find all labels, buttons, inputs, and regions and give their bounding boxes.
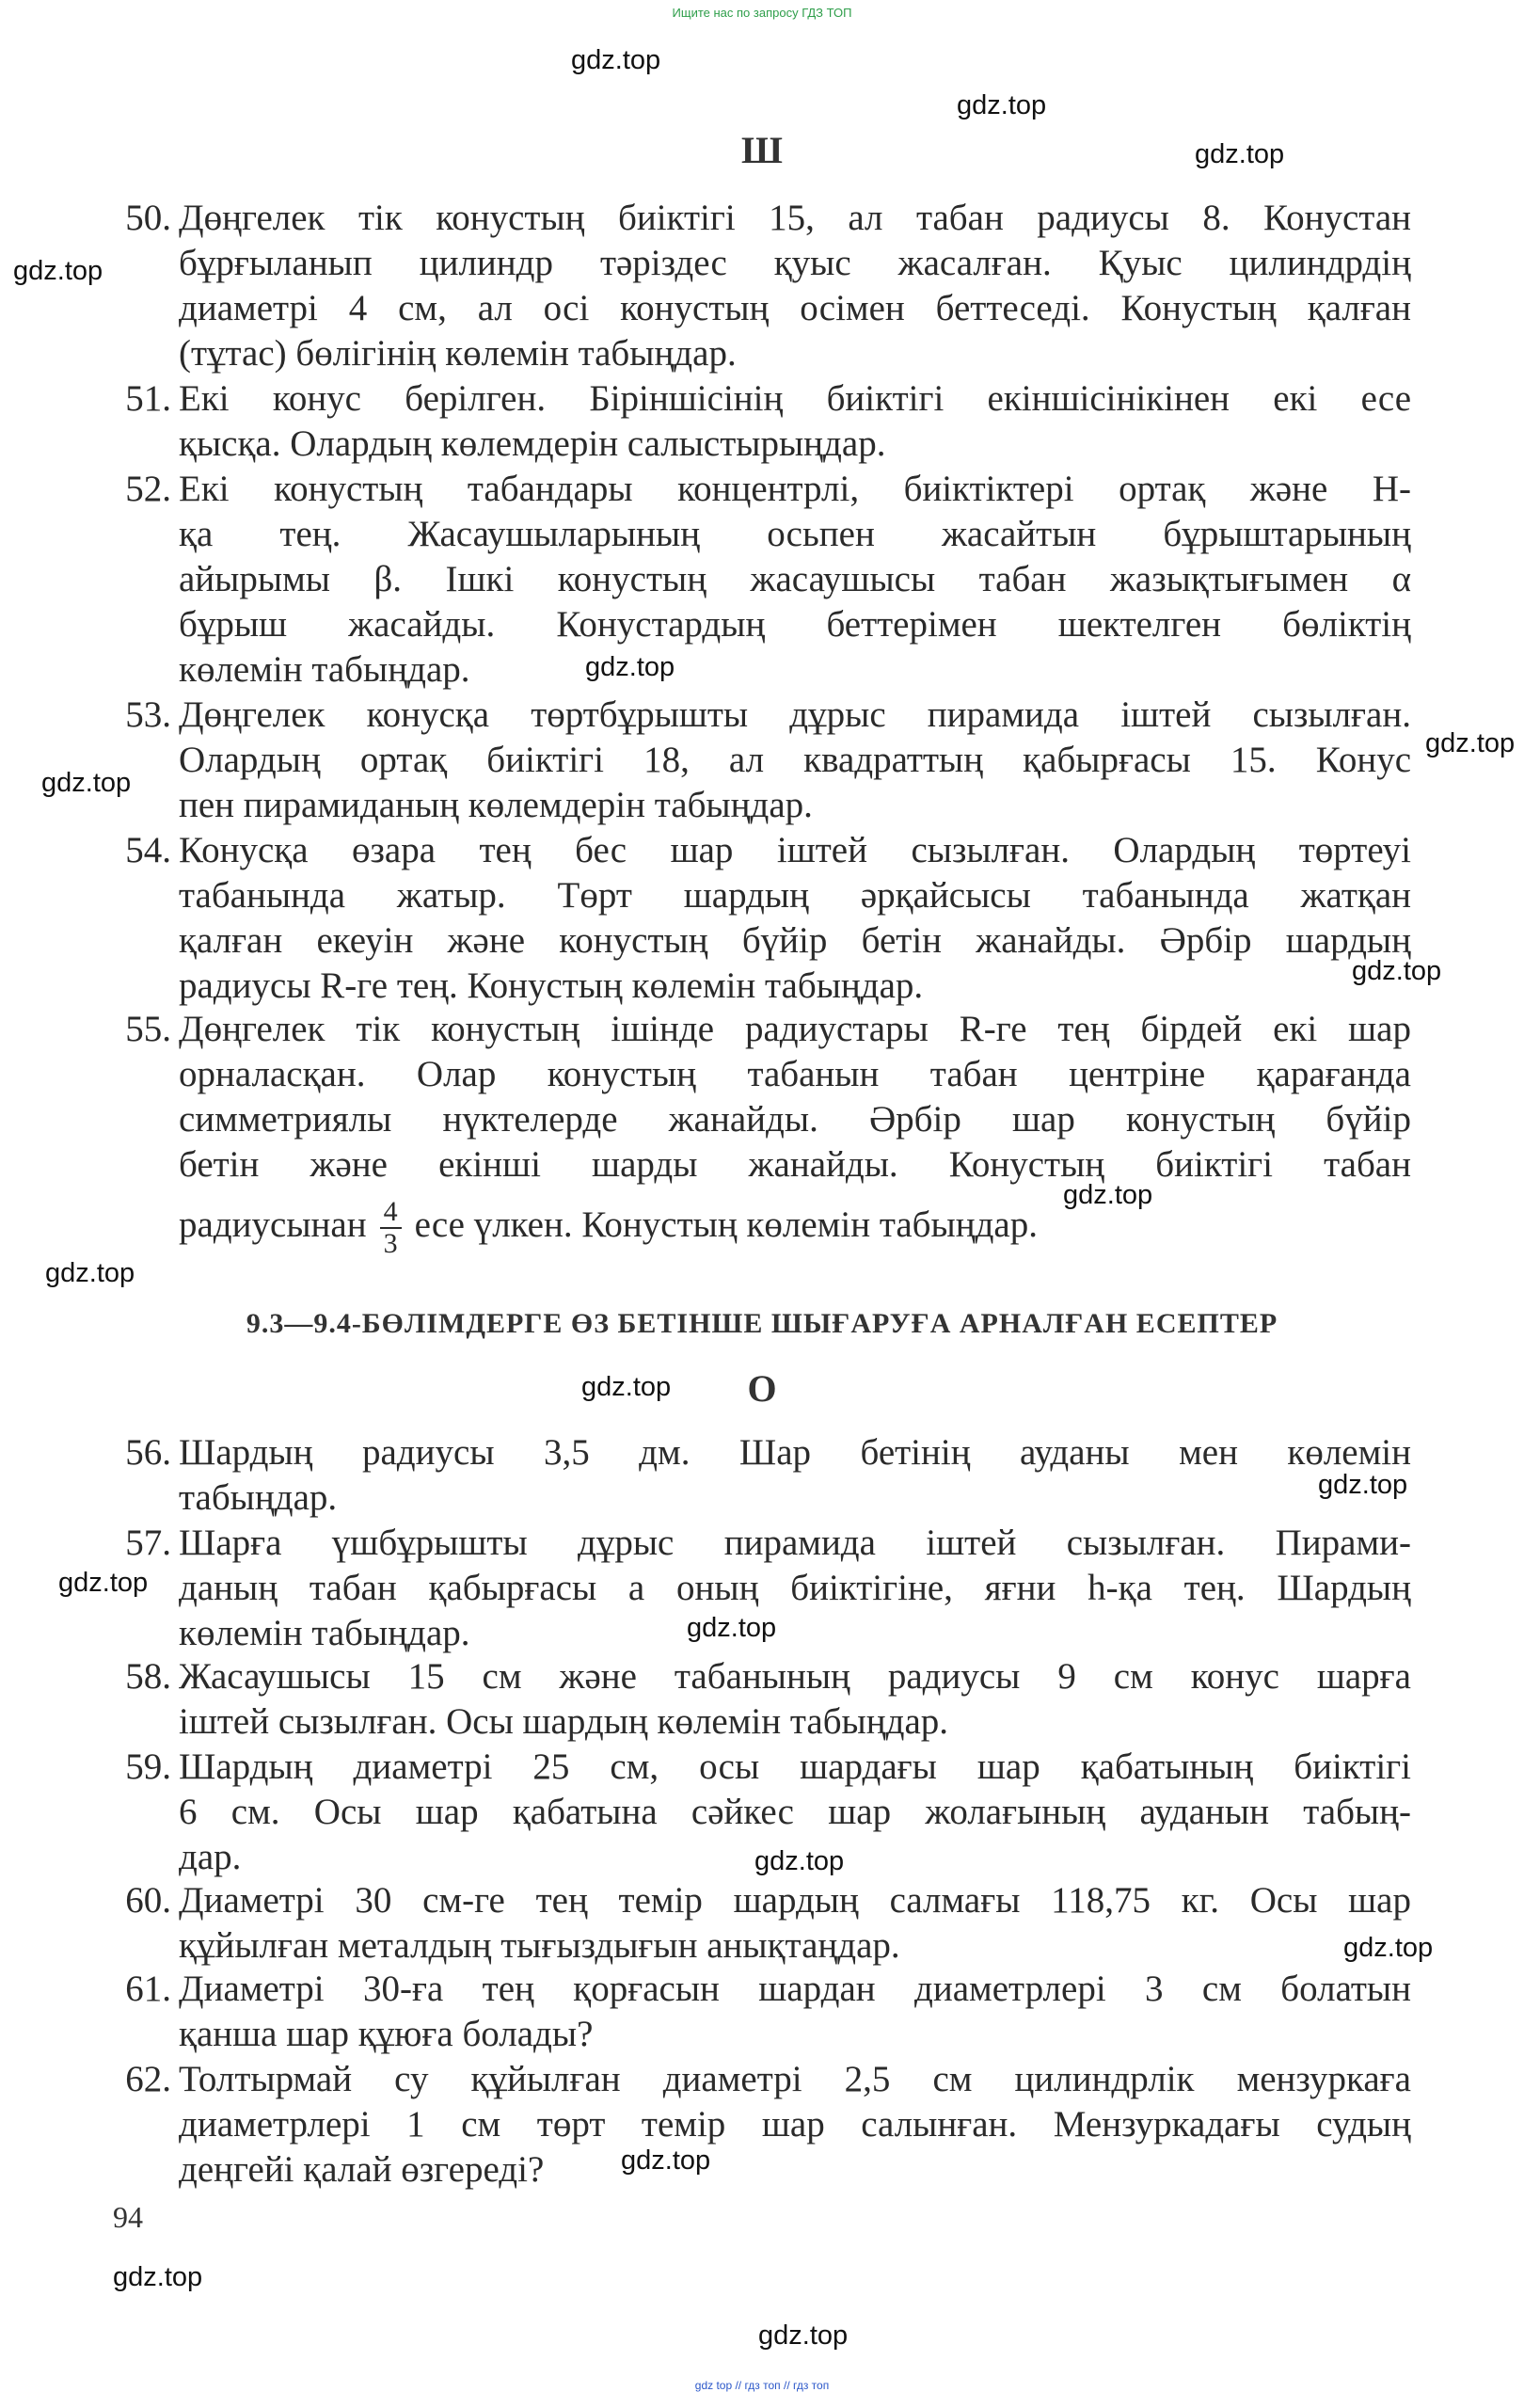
problem-line: Шардың радиусы 3,5 дм. Шар бетінің ауданы мен көлемін (179, 1432, 1411, 1473)
problem-line: Екі конус берілген. Біріншісінің биіктігі екіншісінікінен екі есе (179, 378, 1411, 419)
problem-line: орналасқан. Олар конустың табанын табан центріне қарағанда (179, 1054, 1411, 1094)
problem-55 (103, 1007, 1411, 1259)
problem-text: есе үлкен. Конустың көлемін табыңдар. (414, 1204, 1038, 1245)
problem-51 (103, 376, 1411, 467)
problem-59 (103, 1745, 1411, 1880)
fraction-denominator: 3 (383, 1228, 398, 1259)
problem-line: Конусқа өзара тең бес шар іштей сызылған. Олардың төртеуі (179, 830, 1411, 870)
page-number: 94 (113, 2200, 143, 2234)
problem-line: бұрыш жасайды. Конустардың беттерімен шектелген бөліктің (179, 604, 1411, 645)
problem-line: Дөңгелек тік конустың ішінде радиустары R-ге тең бірдей екі шар (179, 1009, 1411, 1049)
problem-line: көлемін табыңдар. (179, 1613, 470, 1653)
problem-number: 53. (125, 694, 171, 735)
fraction (380, 1197, 402, 1259)
problem-number: 59. (125, 1746, 171, 1787)
problem-line: қанша шар құюға болады? (179, 2014, 594, 2054)
problem-number: 61. (125, 1969, 171, 2009)
difficulty-heading: Ш (741, 129, 783, 171)
watermark: gdz.top (1318, 1470, 1408, 1500)
watermark: gdz.top (621, 2145, 711, 2176)
problem-number: 62. (125, 2059, 171, 2099)
problem-line: бұрғыланып цилиндр тәріздес қуыс жасалған. Қуыс цилиндрдің (179, 243, 1411, 283)
problem-line: іштей сызылған. Осы шардың көлемін табыңдар. (179, 1701, 949, 1742)
problem-60 (103, 1878, 1411, 1969)
problem-54 (103, 828, 1411, 1009)
watermark: gdz.top (1195, 139, 1285, 169)
problem-line: даның табан қабырғасы a оның биіктігіне, яғни h-қа тең. Шардың (179, 1568, 1411, 1608)
watermark: gdz.top (571, 45, 661, 75)
problem-line: (тұтас) бөлігінің көлемін табыңдар. (179, 333, 737, 374)
problem-line: Екі конустың табандары концентрлі, биіктіктері ортақ және H- (179, 469, 1411, 509)
problem-57 (103, 1521, 1411, 1656)
problem-number: 51. (125, 378, 171, 419)
problem-line: Диаметрі 30-ға тең қорғасын шардан диаметрлері 3 см болатын (179, 1969, 1411, 2009)
problem-58 (103, 1654, 1411, 1745)
problem-line: қалған екеуін және конустың бүйір бетін жанайды. Әрбір шардың (179, 920, 1411, 961)
problem-52 (103, 467, 1411, 693)
problem-62 (103, 2057, 1411, 2193)
watermark: gdz.top (581, 1372, 672, 1402)
problem-number: 52. (125, 469, 171, 509)
watermark: gdz.top (58, 1568, 149, 1598)
problem-50 (103, 196, 1411, 376)
watermark: gdz.top (957, 90, 1047, 120)
bottom-note: gdz top // гдз топ // гдз топ (694, 2379, 830, 2392)
problem-line: құйылған металдың тығыздығын анықтаңдар. (179, 1925, 900, 1966)
problem-line: симметриялы нүктелерде жанайды. Әрбір шар конустың бүйір (179, 1099, 1411, 1140)
problem-number: 58. (125, 1656, 171, 1697)
problem-number: 56. (125, 1432, 171, 1473)
problem-line: диаметрі 4 см, ал осі конустың осімен беттеседі. Конустың қалған (179, 288, 1411, 328)
problem-line: Дөңгелек тік конустың биіктігі 15, ал табан радиусы 8. Конустан (179, 198, 1411, 238)
watermark: gdz.top (585, 652, 675, 682)
watermark: gdz.top (41, 768, 132, 798)
problem-line: бетін және екінші шарды жанайды. Конустың биіктігі табан (179, 1144, 1411, 1185)
problem-line: Диаметрі 30 см-ге тең темір шардың салмағы 118,75 кг. Осы шар (179, 1880, 1411, 1921)
problem-line: деңгейі қалай өзгереді? (179, 2149, 545, 2190)
problem-text: радиусынан (179, 1204, 367, 1245)
problem-line: Олардың ортақ биіктігі 18, ал квадраттың қабырғасы 15. Конус (179, 740, 1411, 780)
watermark: gdz.top (1425, 728, 1516, 758)
fraction-numerator: 4 (380, 1197, 402, 1229)
problem-line: диаметрлері 1 см төрт темір шар салынған. Мензуркадағы судың (179, 2104, 1411, 2145)
problem-line: 6 см. Осы шар қабатына сәйкес шар жолағының ауданын табың- (179, 1792, 1411, 1832)
problem-line: табыңдар. (179, 1477, 338, 1518)
problem-line: дар. (179, 1837, 242, 1877)
problem-line: Шарға үшбұрышты дұрыс пирамида іштей сызылған. Пирами- (179, 1523, 1411, 1563)
watermark: gdz.top (1352, 956, 1442, 986)
problem-line: Жасаушысы 15 см және табанының радиусы 9 см конус шарға (179, 1656, 1411, 1697)
problem-56 (103, 1430, 1411, 1521)
problem-number: 54. (125, 830, 171, 870)
problem-line: қа тең. Жасаушыларының осьпен жасайтын бұрыштарының (179, 514, 1411, 554)
difficulty-heading: О (747, 1367, 777, 1410)
problem-line: Толтырмай су құйылған диаметрі 2,5 см цилиндрлік мензуркаға (179, 2059, 1411, 2099)
watermark: gdz.top (1343, 1933, 1434, 1963)
watermark: gdz.top (45, 1258, 135, 1288)
watermark: gdz.top (13, 256, 103, 286)
watermark: gdz.top (1063, 1180, 1153, 1210)
section-title: 9.3—9.4-БӨЛІМДЕРГЕ ӨЗ БЕТІНШЕ ШЫҒАРУҒА АРНАЛҒАН ЕСЕПТЕР (246, 1308, 1278, 1339)
watermark: gdz.top (113, 2262, 203, 2292)
top-note: Ищите нас по запросу ГДЗ ТОП (672, 6, 852, 20)
problem-line: табанында жатыр. Төрт шардың әрқайсысы табанында жатқан (179, 875, 1411, 916)
problem-line: айырымы β. Ішкі конустың жасаушысы табан жазықтығымен α (179, 559, 1411, 599)
problem-number: 57. (125, 1523, 171, 1563)
problem-53 (103, 693, 1411, 828)
problem-61 (103, 1967, 1411, 2057)
watermark: gdz.top (687, 1613, 777, 1643)
problem-line: пен пирамиданың көлемдерін табыңдар. (179, 785, 813, 825)
problem-line: Дөңгелек конусқа төртбұрышты дұрыс пирамида іштей сызылған. (179, 694, 1411, 735)
problem-line (179, 1197, 1411, 1259)
problem-line: Шардың диаметрі 25 см, осы шардағы шар қабатының биіктігі (179, 1746, 1411, 1787)
problem-number: 50. (125, 198, 171, 238)
watermark: gdz.top (754, 1846, 845, 1876)
problem-number: 55. (125, 1009, 171, 1049)
watermark: gdz.top (758, 2320, 849, 2351)
problem-line: көлемін табыңдар. (179, 649, 470, 690)
problem-line: радиусы R-ге тең. Конустың көлемін табыңдар. (179, 965, 924, 1006)
problem-line: қысқа. Олардың көлемдерін салыстырыңдар. (179, 423, 886, 464)
problem-number: 60. (125, 1880, 171, 1921)
